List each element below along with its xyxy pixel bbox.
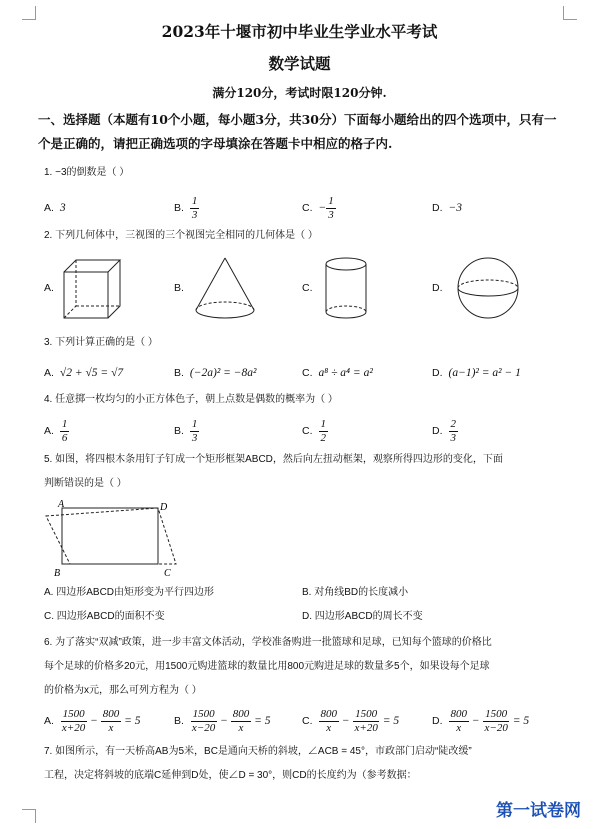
question-5-stem-line-2: 判断错误的是（ ） xyxy=(44,478,127,489)
option-b[interactable]: B. 对角线BD的长度减小 xyxy=(302,587,409,598)
question-7-stem-line-1: 7. 如图所示，有一天桥高AB为5米，BC是通向天桥的斜坡，∠ACB = 45°，市政部门启动“陡改缓” xyxy=(44,746,472,757)
cube-icon xyxy=(60,254,124,326)
option-c[interactable]: C. − $\frac{1}{3}$ xyxy=(302,194,334,221)
fraction: $\frac{1}{3}$ xyxy=(191,417,198,444)
exam-title: 2023年十堰市初中毕业生学业水平考试 xyxy=(161,22,438,41)
option-a[interactable]: A. 3 xyxy=(44,202,66,214)
label-d: D xyxy=(160,502,168,513)
option-d[interactable]: D. $\frac{800}{x}$ − $\frac{1500}{x-20}$ = 5 xyxy=(432,707,530,734)
option-c[interactable]: C. 四边形ABCD的面积不变 xyxy=(44,611,165,622)
label-a: A xyxy=(58,500,65,510)
option-a[interactable]: A. $\frac{1500}{x+20}$ − $\frac{800}{x}$ = 5 xyxy=(44,707,141,734)
option-d[interactable]: D. (a−1)² = a² − 1 xyxy=(432,367,521,379)
watermark-logo: 第一试卷网 xyxy=(496,801,581,821)
crop-mark-bottom-left xyxy=(22,809,36,823)
question-3-options xyxy=(44,358,564,388)
option-a[interactable]: A. $\frac{1}{6}$ xyxy=(44,417,68,444)
question-1-stem: 1. −3的倒数是（ ） xyxy=(44,167,130,178)
option-b[interactable]: B. $\frac{1500}{x-20}$ − $\frac{800}{x}$ = 5 xyxy=(174,707,271,734)
section-heading: 一、选择题（本题有10个小题，每小题3分，共30分）下面每小题给出的四个选项中，只有一个是正确的，请把正确选项的字母填涂在答题卡中相应的格子内. xyxy=(38,112,557,151)
question-2-stem: 2. 下列几何体中，三视图的三个视图完全相同的几何体是（ ） xyxy=(44,230,318,241)
option-d[interactable]: D. 四边形ABCD的周长不变 xyxy=(302,611,423,622)
fraction: $\frac{1}{3}$ xyxy=(191,194,198,221)
option-d[interactable]: D. $\frac{2}{3}$ xyxy=(432,417,456,444)
option-b[interactable]: B. $\frac{1}{3}$ xyxy=(174,194,198,221)
fraction: $\frac{1}{6}$ xyxy=(61,417,68,444)
option-c[interactable]: C. $\frac{1}{2}$ xyxy=(302,417,326,444)
option-d[interactable]: D. −3 xyxy=(432,202,463,214)
question-6-stem-line-2: 每个足球的价格多20元，用1500元购进篮球的数量比用800元购进足球的数量多5个，如果设每个足球 xyxy=(44,661,490,672)
question-5-stem-line-1: 5. 如图，将四根木条用钉子钉成一个矩形框架ABCD，然后向左扭动框架，观察所得四边形的变化，下面 xyxy=(44,454,503,465)
crop-mark-top-left xyxy=(22,6,36,20)
question-6-options xyxy=(44,706,564,736)
question-6-stem-line-1: 6. 为了落实“双减”政策，进一步丰富文体活动，学校准备购进一批篮球和足球，已知每个篮球的价格比 xyxy=(44,637,492,648)
question-6-stem-line-3: 的价格为x元，那么可列方程为（ ） xyxy=(44,685,202,696)
rectangle-abcd xyxy=(62,508,158,564)
question-1-options xyxy=(44,193,564,223)
option-a[interactable]: A. 四边形ABCD由矩形变为平行四边形 xyxy=(44,587,215,598)
label-c: C xyxy=(164,568,171,578)
question-3-stem: 3. 下列计算正确的是（ ） xyxy=(44,337,158,348)
option-a[interactable]: A. √2 + √5 = √7 xyxy=(44,367,124,379)
option-c[interactable]: C. a⁸ ÷ a⁴ = a² xyxy=(302,367,373,379)
crop-mark-top-right xyxy=(563,6,577,20)
question-4-options xyxy=(44,416,564,446)
question-4-stem: 4. 任意掷一枚均匀的小正方体色子，朝上点数是偶数的概率为（ ） xyxy=(44,394,338,405)
cone-icon xyxy=(190,254,260,326)
cylinder-icon xyxy=(318,254,374,326)
label-b: B xyxy=(54,568,61,578)
parallelogram xyxy=(46,508,176,564)
exam-subtitle: 数学试题 xyxy=(268,54,331,73)
question-7-stem-line-2: 工程，决定将斜坡的底端C延伸到D处，使∠D = 30°，则CD的长度约为（参考数据： xyxy=(44,770,417,781)
question-2-options: A. B. C. D. xyxy=(44,254,564,334)
sphere-icon xyxy=(448,254,520,326)
exam-info: 满分120分，考试时限120分钟. xyxy=(212,86,387,100)
option-b[interactable]: B. $\frac{1}{3}$ xyxy=(174,417,198,444)
fraction: $\frac{1}{2}$ xyxy=(320,417,326,444)
option-c[interactable]: C. $\frac{800}{x}$ − $\frac{1500}{x+20}$ = 5 xyxy=(302,707,400,734)
option-b[interactable]: B. (−2a)² = −8a² xyxy=(174,367,257,379)
fraction: $\frac{2}{3}$ xyxy=(450,417,456,444)
question-5-figure xyxy=(40,500,180,578)
fraction: $\frac{1}{3}$ xyxy=(328,194,334,221)
